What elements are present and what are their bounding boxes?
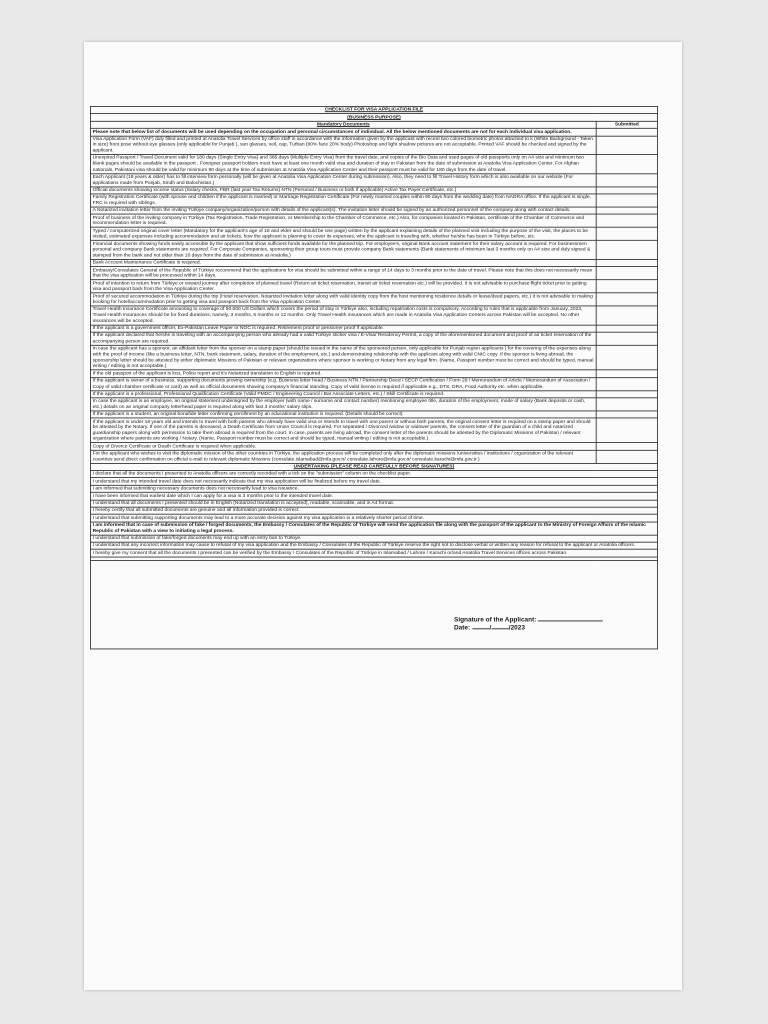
mandatory-documents-heading: Mandatory Documents <box>90 121 596 128</box>
header-row <box>90 121 657 128</box>
submitted-cell[interactable] <box>596 293 657 306</box>
date-separator: / <box>489 622 492 631</box>
submitted-cell[interactable] <box>596 207 657 214</box>
undertaking-text: I understand that submission of fake/forged documents may end up with an entry ban to Türkiye. <box>90 535 657 542</box>
requirement-text: Copy of Divorce Certificate or Death Certificate is required when applicable. <box>90 443 596 450</box>
submitted-cell[interactable] <box>596 259 657 266</box>
submitted-cell[interactable] <box>596 345 657 370</box>
undertaking-row <box>90 542 657 549</box>
checklist-row <box>90 259 657 266</box>
requirement-text: If the applicant is owner of a business, supporting documents proving ownership (e.g. Business letter head / Business NTN / Partnership Deed / SECP Certification / Form 29 / Memorandum of Article / Memorandum of Association / Copy of valid chamber certificate or card) as well as official documents showing company's financial standing. Copy of valid license is required if applicable e.g., DTS, DRA, Food Authority etc. when applicable. <box>90 377 596 390</box>
requirement-text: If the applicant is a government officer, Ex-Pakistan Leave Paper or NOC is required. Retirement proof or pensioner proof if applicable. <box>90 325 596 332</box>
undertaking-text: I hereby certify that all submitted documents are genuine and all information provided is correct. <box>90 507 657 514</box>
date-year-text: /2023 <box>508 622 525 631</box>
signature-block <box>454 615 603 631</box>
submitted-cell[interactable] <box>596 128 657 135</box>
undertaking-row <box>90 471 657 478</box>
undertaking-text: I understand that any incorrect information may cause to refusal of my visa application and the Embassy / Consulates of the Republic of Türkiye reserve the right not to disclose verbal or written any reason for refusal to the applicant or Anatolia officers. <box>90 542 657 549</box>
requirement-text: Family Registration Certificate (with spouse and children if the applicant is married) or Marriage Registration Certificate (For newly married couples within 90 days from the wedding date) from NADRA office. If the applicant is single, FRC is required with siblings. <box>90 194 596 207</box>
checklist-row <box>90 345 657 370</box>
undertaking-row <box>90 500 657 507</box>
submitted-cell[interactable] <box>596 398 657 411</box>
signature-cell <box>90 560 657 649</box>
undertaking-row <box>90 478 657 485</box>
checklist-row <box>90 411 657 418</box>
checklist-row <box>90 332 657 345</box>
requirement-text: In case the applicant is an employee, an original statement undersigned by the employer (with name / surname and contact number) mentioning employee title, duration of the employment, mode of salary (Bank deposits or cash, etc.) details on an original company letterhead paper is required along with last 3 months' salary slips. <box>90 398 596 411</box>
undertaking-text: I am informed that in case of submission of fake / forged documents, the Embassy / Consulates of the Republic of Türkiye will send the application file along with the passport of the applicant to the Ministry of Foreign Affairs of the Islamic Republic of Pakistan with a view to initiating a legal process. <box>90 522 657 535</box>
subtitle-row <box>90 114 657 121</box>
undertaking-text: I hereby give my consent that all the documents I presented can be verified by the Embassy / Consulates of the Republic of Türkiye in Islamabad / Lahore / Karachi or/and Anatolia Travel Services offices across Pakistan. <box>90 550 657 557</box>
submitted-cell[interactable] <box>596 306 657 325</box>
requirement-text: Travel Health Insurance Certificate amounting to coverage of 50.000 US Dollars which covers the period of stay in Türkiye also, including repatriation costs is compulsory. According to rules that is applicable from January, 2023, Travel Health Insurances should be for fixed durations, namely, 3 months, 6 months or 12 months. Only Travel Health insurances which are made in Anatolia Visa Application Centers across Pakistan will be accepted. No other insurances will be accepted. <box>90 306 596 325</box>
undertaking-text: I am informed that submitting necessary documents does not necessarily lead to visa issuance. <box>90 485 657 492</box>
checklist-row <box>90 173 657 186</box>
checklist-row <box>90 450 657 463</box>
checklist-row <box>90 443 657 450</box>
submitted-cell[interactable] <box>596 390 657 397</box>
checklist-row <box>90 293 657 306</box>
date-month-field[interactable] <box>491 623 509 629</box>
requirement-text: Proof of business of the inviting company in Türkiye (Tax Registration, Trade Registration, or Membership to the Chamber of Commerce, etc.) Also, for companies located in Pakistan, certificate of the Chamber of Commerce and recommendation letter is required. <box>90 214 596 227</box>
signature-label: Signature of the Applicant: <box>454 614 537 623</box>
checklist-form <box>90 106 657 650</box>
checklist-row <box>90 214 657 227</box>
submitted-cell[interactable] <box>596 194 657 207</box>
checklist-row <box>90 325 657 332</box>
checklist-row <box>90 398 657 411</box>
checklist-row <box>90 136 657 155</box>
submitted-column-heading: Submitted <box>596 121 657 128</box>
checklist-row <box>90 187 657 194</box>
submitted-cell[interactable] <box>596 241 657 260</box>
submitted-cell[interactable] <box>596 370 657 377</box>
date-line[interactable] <box>454 623 603 631</box>
requirement-text: If the applicant is a professional, Professional Qualification Certificate (Valid PMDC / Engineering Council / Bar Associate Letters, etc.) / Skill Certificate is required. <box>90 390 596 397</box>
requirement-text: Official documents showing income status (Salary checks, FBR (last year Tax Returns) NTN (Personal / Business or both if applicable) Active Tax Payer Certificate, etc.) <box>90 187 596 194</box>
title-row <box>90 106 657 113</box>
undertaking-text: I declare that all the documents I presented to Anatolia officers are correctly recorded with a tick on the "submission" column on the checklist paper. <box>90 471 657 478</box>
requirement-text: If the applicant is a student, an original bonafide letter confirming enrollment by an educational institution is required. (Details should be correct) <box>90 411 596 418</box>
undertaking-row <box>90 514 657 521</box>
submitted-cell[interactable] <box>596 173 657 186</box>
undertaking-text: I understand that my intended travel date does not necessarily indicate that my visa application will be finalized before my travel date. <box>90 478 657 485</box>
requirement-text: In case the applicant has a sponsor, an affidavit letter from the sponsor on a stamp paper (should be issued in the name of the sponsored person, only applicable for Punjab region applicants ) for the covering of the expenses along with the proof of income (like a business letter, NTN, bank statement, salary, duration of the employment, etc.) and demonstrating relationship with the applicant along with valid CNIC copy. If the sponsor is living abroad, the sponsorship letter should be attested by either diplomatic Missions of Pakistan or relevant organizations where sponsor is working or Notary from any legal firm. (Name, Passport number must be correct and should be typed, manual writing / editing is not acceptable.) <box>90 345 596 370</box>
checklist-row <box>90 306 657 325</box>
undertaking-row <box>90 550 657 557</box>
undertaking-text: I have been informed that earliest date which I can apply for a visa is 3 months prior to the intended travel date. <box>90 493 657 500</box>
document-title: CHECKLIST FOR VISA APPLICATION FILE <box>90 106 657 113</box>
checklist-row <box>90 241 657 260</box>
requirement-text: A Notarized invitation letter from the inviting Türkiye company/organization/person with details of the applicant(s). The invitation letter should be signed by an authorized personnel of the company along with contact details. <box>90 207 596 214</box>
submitted-cell[interactable] <box>596 332 657 345</box>
checklist-row <box>90 418 657 443</box>
requirement-text: Proof of secured accommodation in Türkiye during the trip (Hotel reservation, Notarized invitation letter along with valid identity copy from the host mentioning residence details or lease/deed papers, etc.) It is not advisable to making booking for hotel/accommodation prior to getting visa and passport back from the Visa Application Center. <box>90 293 596 306</box>
submitted-cell[interactable] <box>596 187 657 194</box>
signature-row <box>90 560 657 649</box>
checklist-row <box>90 194 657 207</box>
requirement-text: Embassy/Consulates General of the Republic of Türkiye recommend that the applications for visa should be submitted within a range of 14 days to 3 months prior to the date of travel. Please note that this does not necessarily mean that the visa application will be processed within 14 days. <box>90 267 596 280</box>
checklist-table <box>90 106 658 650</box>
document-subtitle: (BUSINESS PURPOSE) <box>90 114 657 121</box>
submitted-cell[interactable] <box>596 325 657 332</box>
document-note: Please note that below list of documents will be used depending on the occupation and personal circumstances of individual. All the below mentioned documents are not for each individual visa application. <box>90 128 596 135</box>
submitted-cell[interactable] <box>596 411 657 418</box>
date-day-field[interactable] <box>472 623 490 629</box>
checklist-row <box>90 280 657 293</box>
date-label: Date: <box>454 622 471 631</box>
undertaking-text: I understand that all documents I presented should be in English (Notarized translation is accepted), readable, scannable, and in A4 format. <box>90 500 657 507</box>
undertaking-text: I understand that submitting supporting documents may lead to a more accurate decision against my visa application in a relatively shorter period of time. <box>90 514 657 521</box>
submitted-cell[interactable] <box>596 227 657 240</box>
requirement-text: If the old passport of the applicant is lost, Police report and it's Notarized translation to English is required. <box>90 370 596 377</box>
undertaking-row <box>90 535 657 542</box>
submitted-cell[interactable] <box>596 418 657 443</box>
requirement-text: Bank Account Maintenance Certificate is required. <box>90 259 596 266</box>
submitted-cell[interactable] <box>596 155 657 174</box>
requirement-text: If the applicant declared that he/she is traveling with an accompanying person who already had a valid Türkiye sticker visa / E-Visa/ Residency Permit, a copy of the aforementioned document and proof of air ticket reservation of the accompanying person are required. <box>90 332 596 345</box>
undertaking-row <box>90 493 657 500</box>
checklist-row <box>90 155 657 174</box>
requirement-text: If the applicant is under 18 years old and intends to travel with both parents who already have valid visa or intends to travel with one parent or without both parents, the original consent letter is required on a stamp paper and should be attested by the Notary. If one of the parents is deceased, a Death Certificate from Union Council is required. For separated / Divorced /widow or widower parents, the consent letter of the guardian of a child and notarized guardianship papers along with permission to take them abroad is required from the court. In case, parents are living abroad, the consent letter of the parents should be attested by the Diplomatic Missions of Pakistan / relevant organization where parents are working / Notary. (Name, Passport number must be correct and should be typed, manual writing / editing is not acceptable.) <box>90 418 596 443</box>
requirement-text: Proof of intention to return from Türkiye or onward journey after completion of planned travel (Return air ticket reservation, transit air ticket reservation etc.) will be provided. It is not advisable to purchase flight ticket prior to getting visa and passport back from the Visa Application Center. <box>90 280 596 293</box>
note-row <box>90 128 657 135</box>
requirement-text: Typed / computerized original cover letter (Mandatory for the applicant's age of 18 and elder and should be one page) written by the applicant explaining details of the planned visit including the purpose of the visit, the places to be visited, estimated expenses including accommodation and air tickets, how the applicant is planning to cover its expenses, who the applicant is traveling with, whether he/she has been in Türkiye before, etc. <box>90 227 596 240</box>
submitted-cell[interactable] <box>596 280 657 293</box>
checklist-row <box>90 377 657 390</box>
undertaking-heading: UNDERTAKING (PLEASE READ CAREFULLY BEFORE SIGNATURES) <box>90 463 657 470</box>
signature-field[interactable] <box>538 615 603 621</box>
requirement-text: For the applicant who wishes to visit the diplomatic mission of the other countries in Türkiye, the application process will be completed only after the diplomatic missions /universities / institutions / organization of the relevant countries send direct confirmation on official e-mail to relevant diplomatic Missions (consulate.islamabad@mfa.gov.tr/ consulate.lahore@mfa.gov.tr/ consulate.karachi@mfa.gov.tr ) <box>90 450 596 463</box>
requirement-text: Financial documents showing funds easily accessible by the applicant that show sufficient funds available for the planned trip. For employee's, original Bank account statement for their salary account is required. For businessmen personal and company Bank statements are required. For Corporate Companies, sponsoring their group tours must provide company Bank statements (Bank statements of minimum last 3 months only on A4 size and duly signed & stamped from the bank and not older than 10 days from the date of submission at Anatolia.) <box>90 241 596 260</box>
checklist-row <box>90 227 657 240</box>
submitted-cell[interactable] <box>596 267 657 280</box>
undertaking-row <box>90 485 657 492</box>
requirement-text: Unexpired Passport / Travel Document valid for 180 days (Single Entry Visa) and 365 days (Multiple Entry Visa) from the travel date, and copies of the Bio Data and used pages of old passports only on A4 size and minimum two blank pages should be available in the passport . Foreigner passport holders must have at least one month valid visa and duration of stay in Pakistan from the date of submission at Anatolia Visa Application Center. For Afghan nationals, Pakistani visa should be valid for minimum 90 days at the time of submission at Anatolia Visa Application Center and their passport must be valid for 180 days from the date of travel. <box>90 155 596 174</box>
undertaking-row <box>90 507 657 514</box>
requirement-text: Visa Application Form (VAF) duly filled and printed at Anatolia Travel Services by office staff in accordance with the information given by the applicant with recent two colored biometric photos attached to it (White Background - Taken in size) front pose without eye glasses (only applicable for Punjab ), sun glasses, veil, cap, Turban (80% face 20% body) Photoshop and light shadow pictures are not acceptable. Printed VAF should be checked and signed by the applicant. <box>90 136 596 155</box>
submitted-cell[interactable] <box>596 214 657 227</box>
checklist-row <box>90 207 657 214</box>
submitted-cell[interactable] <box>596 136 657 155</box>
undertaking-row <box>90 522 657 535</box>
requirement-text: Each Applicant (18 years & older) has to fill interview form personally (will be given at Anatolia Visa Application Center during submission). Also, they need to fill Travel History form which is also available on our website (For applications made from Punjab, Sindh and Balochistan.) <box>90 173 596 186</box>
checklist-row <box>90 390 657 397</box>
checklist-row <box>90 370 657 377</box>
submitted-cell[interactable] <box>596 443 657 450</box>
submitted-cell[interactable] <box>596 450 657 463</box>
signature-line[interactable] <box>454 615 603 623</box>
checklist-row <box>90 267 657 280</box>
document-page <box>84 42 682 990</box>
submitted-cell[interactable] <box>596 377 657 390</box>
undertaking-heading-row <box>90 463 657 470</box>
